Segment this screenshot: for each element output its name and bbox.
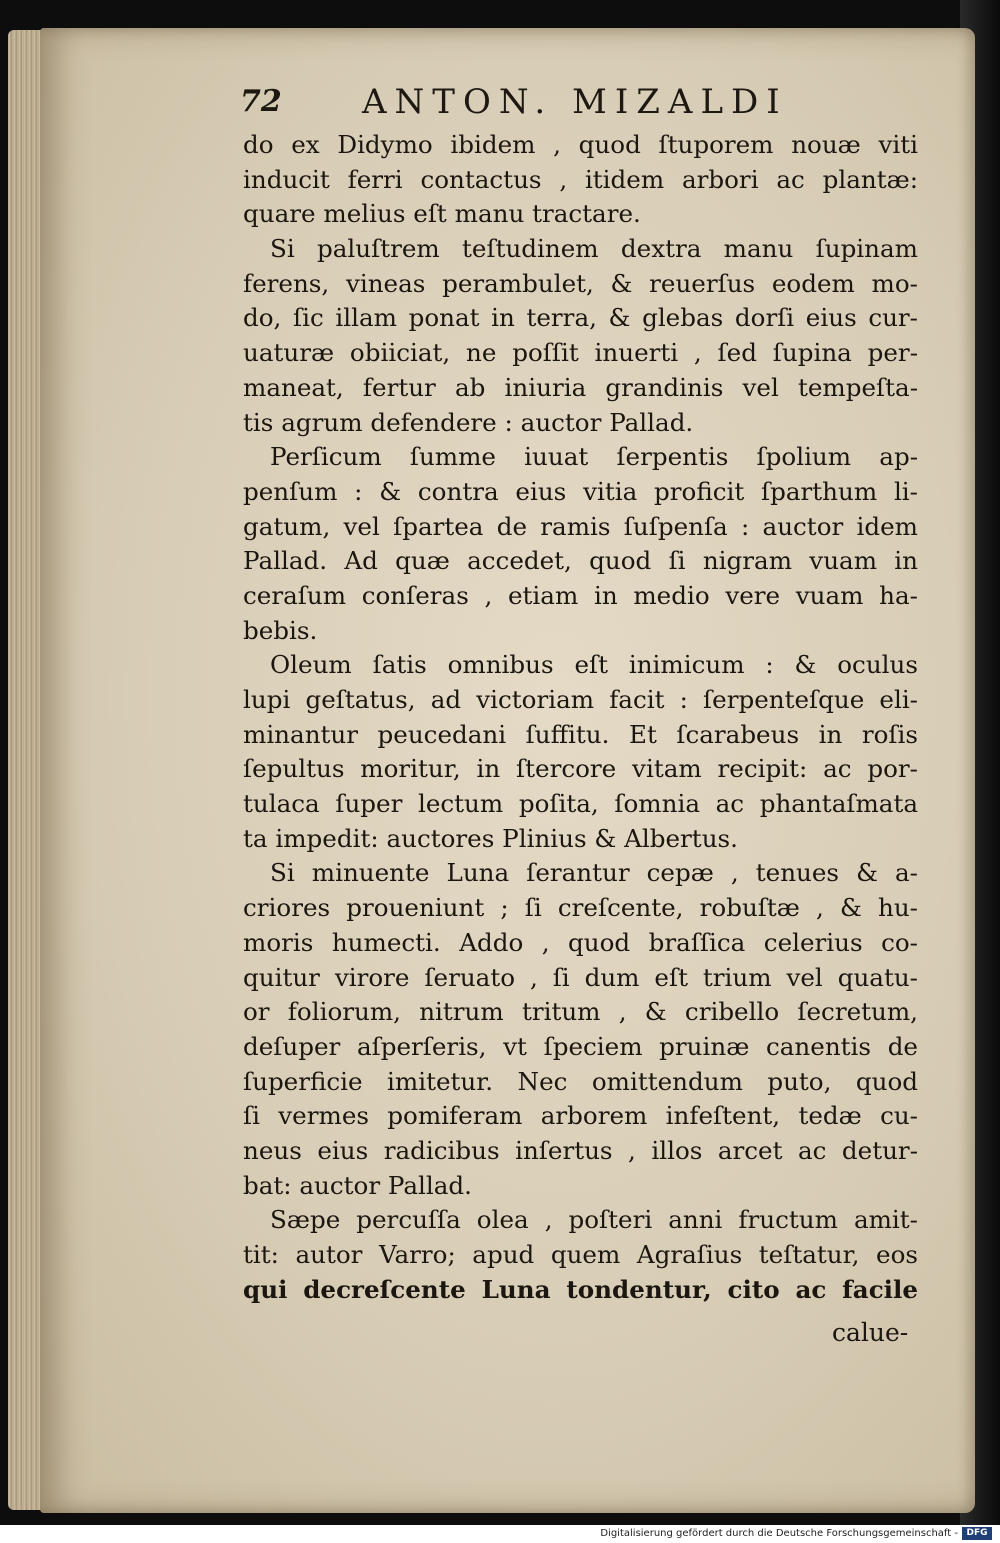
text-line: ferens, vineas perambulet, & reuerſus eodem mo- — [243, 268, 918, 298]
text-line: Si paluſtrem teſtudinem dextra manu ſupinam — [270, 234, 918, 264]
funding-credit: Digitalisierung gefördert durch die Deutsche Forschungsgemeinschaft - — [600, 1528, 958, 1539]
text-line: tit: autor Varro; apud quem Agraſius teſtatur, eos — [243, 1240, 918, 1269]
page-header — [240, 80, 920, 130]
dfg-logo-icon: DFG — [962, 1527, 992, 1540]
text-line: lupi geſtatus, ad victoriam facit : ſerpenteſque eli- — [243, 685, 918, 714]
body-text — [243, 128, 918, 1307]
text-line: qui decreſcente Luna tondentur, cito ac facile — [243, 1274, 918, 1304]
text-line: deſuper aſperſeris, vt ſpeciem pruinæ canentis de — [243, 1031, 918, 1061]
text-line: moris humecti. Addo , quod braſſica celerius co- — [243, 927, 918, 957]
text-line: Si minuente Luna ſerantur cepæ , tenues & a- — [270, 858, 918, 888]
catchword: calue- — [832, 1318, 909, 1347]
text-line: or foliorum, nitrum tritum , & cribello ſecretum, — [243, 997, 918, 1027]
text-line: ſepultus moritur, in ſtercore vitam recipit: ac por- — [243, 754, 918, 784]
text-line: Sæpe percuſſa olea , poſteri anni fructum amit- — [270, 1205, 918, 1235]
text-line: gatum, vel ſpartea de ramis ſuſpenſa : auctor idem — [243, 511, 918, 541]
text-line: bat: auctor Pallad. — [243, 1170, 472, 1200]
text-line: tulaca ſuper lectum poſita, ſomnia ac phantaſmata — [243, 789, 918, 819]
text-line: quitur virore ſeruato , ſi dum eſt trium vel quatu- — [243, 962, 918, 992]
text-line: bebis. — [243, 615, 318, 645]
text-line: ceraſum conſeras , etiam in medio vere vuam ha- — [243, 580, 918, 610]
text-line: penſum : & contra eius vitia proficit ſparthum li- — [243, 476, 918, 506]
text-line: Oleum ſatis omnibus eſt inimicum : & oculus — [270, 650, 918, 680]
text-line: do, ſic illam ponat in terra, & glebas dorſi eius cur- — [243, 303, 918, 333]
text-line: do ex Didymo ibidem , quod ſtuporem nouæ viti — [243, 130, 918, 159]
text-line: quare melius eſt manu tractare. — [243, 199, 641, 229]
text-line: inducit ferri contactus , itidem arbori ac plantæ: — [243, 164, 918, 194]
text-line: Perſicum ſumme iuuat ſerpentis ſpolium ap- — [270, 442, 918, 472]
page-number: 72 — [240, 84, 282, 119]
text-line: Pallad. Ad quæ accedet, quod ſi nigram vuam in — [243, 546, 918, 576]
text-line: criores proueniunt ; ſi creſcente, robuſtæ , & hu- — [243, 893, 918, 923]
text-line: tis agrum defendere : auctor Pallad. — [243, 407, 694, 437]
text-line: ſi vermes pomiferam arborem infeſtent, tedæ cu- — [243, 1101, 918, 1131]
running-head: ANTON. MIZALDI — [362, 82, 788, 122]
text-line: uaturæ obiiciat, ne poſſit inuerti , ſed ſupina per- — [243, 338, 918, 368]
text-line: ta impedit: auctores Plinius & Albertus. — [243, 823, 738, 853]
text-line: minantur peucedani ſuffitu. Et ſcarabeus in roſis — [243, 719, 918, 749]
text-line: maneat, fertur ab iniuria grandinis vel tempeſta- — [243, 372, 918, 402]
text-line: ſuperficie imitetur. Nec omittendum puto, quod — [243, 1066, 918, 1096]
text-line: neus eius radicibus inſertus , illos arcet ac detur- — [243, 1135, 918, 1165]
